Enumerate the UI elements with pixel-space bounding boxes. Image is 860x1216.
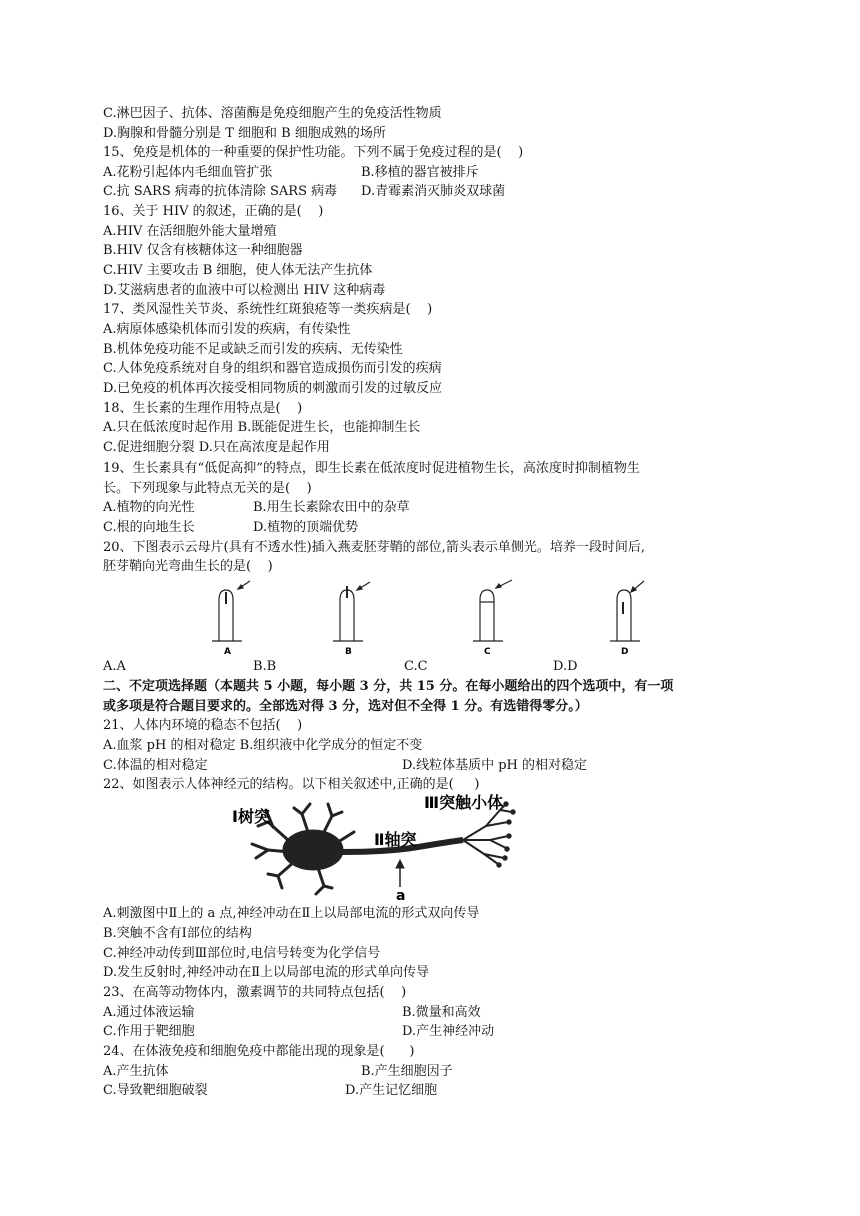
- option-22d: D.发生反射时,神经冲动在Ⅱ上以局部电流的形式单向传导: [103, 965, 430, 980]
- question-20: 20、下图表示云母片(具有不透水性)插入燕麦胚芽鞘的部位,箭头表示单侧光。培养一段时间后,: [103, 540, 645, 555]
- option-19d: D.植物的顶端优势: [253, 520, 359, 535]
- option-17d: D.已免疫的机体再次接受相同物质的刺激而引发的过敏反应: [103, 381, 443, 396]
- option-16c: C.HIV 主要攻击 B 细胞，使人体无法产生抗体: [103, 263, 373, 278]
- label-dendrite: Ⅰ树突: [232, 807, 270, 826]
- question-21: 21、人体内环境的稳态不包括( ): [103, 718, 303, 733]
- option-23a: A.通过体液运输: [103, 1005, 195, 1020]
- option-19a: A.植物的向光性: [103, 500, 195, 515]
- option-21ab: A.血浆 pH 的相对稳定 B.组织液中化学成分的恒定不变: [103, 738, 423, 753]
- question-15: 15、免疫是机体的一种重要的保护性功能。下列不属于免疫过程的是( ): [103, 145, 524, 160]
- option-20c: C.C: [404, 659, 428, 674]
- option-22a: A.刺激图中Ⅱ上的 a 点,神经冲动在Ⅱ上以局部电流的形式双向传导: [103, 906, 480, 921]
- option-24d: D.产生记忆细胞: [345, 1083, 438, 1098]
- option-16d: D.艾滋病患者的血液中可以检测出 HIV 这种病毒: [103, 283, 386, 298]
- coleoptile-a: [212, 581, 250, 641]
- arrow-a-head: [396, 860, 404, 868]
- question-18: 18、生长素的生理作用特点是( ): [103, 401, 303, 416]
- figure-label-b: B: [345, 647, 352, 657]
- option-19b: B.用生长素除农田中的杂草: [253, 500, 410, 515]
- question-19-cont: 长。下列现象与此特点无关的是( ): [103, 481, 312, 496]
- option-18cd: C.促进细胞分裂 D.只在高浓度是起作用: [103, 440, 330, 455]
- option-15b: B.移植的器官被排斥: [361, 165, 479, 180]
- question-16: 16、关于 HIV 的叙述，正确的是( ): [103, 204, 324, 219]
- option-22b: B.突触不含有Ⅰ部位的结构: [103, 926, 252, 941]
- question-23: 23、在高等动物体内，激素调节的共同特点包括( ): [103, 985, 407, 1000]
- question-17: 17、类风湿性关节炎、系统性红斑狼疮等一类疾病是( ): [103, 302, 433, 317]
- neuron-figure: [228, 792, 568, 902]
- option-17b: B.机体免疫功能不足或缺乏而引发的疾病、无传染性: [103, 342, 403, 357]
- option-17c: C.人体免疫系统对自身的组织和器官造成损伤而引发的疾病: [103, 361, 442, 376]
- option-20d: D.D: [553, 659, 578, 674]
- option-15a: A.花粉引起体内毛细血管扩张: [103, 165, 273, 180]
- label-synaptic-knob: Ⅲ突触小体: [424, 793, 504, 812]
- coleoptile-c: [473, 580, 512, 641]
- coleoptile-d: [610, 581, 644, 641]
- label-point-a: a: [396, 888, 406, 902]
- figure-label-a: A: [224, 647, 231, 657]
- label-axon: Ⅱ轴突: [374, 830, 417, 849]
- option-24c: C.导致靶细胞破裂: [103, 1083, 208, 1098]
- text-line: C.淋巴因子、抗体、溶菌酶是免疫细胞产生的免疫活性物质: [103, 106, 442, 121]
- option-19c: C.根的向地生长: [103, 520, 195, 535]
- option-20a: A.A: [103, 659, 126, 674]
- question-20-cont: 胚芽鞘向光弯曲生长的是( ): [103, 559, 273, 574]
- option-23d: D.产生神经冲动: [402, 1024, 495, 1039]
- option-21c: C.体温的相对稳定: [103, 758, 208, 773]
- option-23b: B.微量和高效: [402, 1005, 481, 1020]
- option-15d: D.青霉素消灭肺炎双球菌: [361, 184, 506, 199]
- question-24: 24、在体液免疫和细胞免疫中都能出现的现象是( ): [103, 1044, 415, 1059]
- synaptic-terminals: [463, 804, 512, 864]
- option-18ab: A.只在低浓度时起作用 B.既能促进生长，也能抑制生长: [103, 420, 421, 435]
- coleoptile-figure: [200, 578, 660, 658]
- option-20b: B.B: [253, 659, 277, 674]
- option-21d: D.线粒体基质中 pH 的相对稳定: [402, 758, 588, 773]
- option-15c: C.抗 SARS 病毒的抗体清除 SARS 病毒: [103, 184, 338, 199]
- text-line: D.胸腺和骨髓分别是 T 细胞和 B 细胞成熟的场所: [103, 126, 386, 141]
- question-22: 22、如图表示人体神经元的结构。以下相关叙述中,正确的是( ): [103, 777, 480, 792]
- figure-label-c: C: [484, 647, 491, 657]
- option-24b: B.产生细胞因子: [361, 1064, 453, 1079]
- option-16a: A.HIV 在活细胞外能大量增殖: [103, 224, 277, 239]
- option-17a: A.病原体感染机体而引发的疾病，有传染性: [103, 322, 351, 337]
- option-16b: B.HIV 仅含有核糖体这一种细胞器: [103, 243, 303, 258]
- section-heading-cont: 或多项是符合题目要求的。全部选对得 3 分，选对但不全得 1 分。有选错得零分。）: [103, 699, 588, 714]
- figure-label-d: D: [621, 647, 629, 657]
- question-19: 19、生长素具有“低促高抑”的特点，即生长素在低浓度时促进植物生长，高浓度时抑制植物生: [103, 461, 640, 476]
- option-23c: C.作用于靶细胞: [103, 1024, 195, 1039]
- coleoptile-b: [333, 582, 370, 641]
- section-heading: 二、不定项选择题（本题共 5 小题，每小题 3 分，共 15 分。在每小题给出的四个选项中，有一项: [103, 679, 674, 694]
- option-22c: C.神经冲动传到Ⅲ部位时,电信号转变为化学信号: [103, 946, 381, 961]
- option-24a: A.产生抗体: [103, 1064, 169, 1079]
